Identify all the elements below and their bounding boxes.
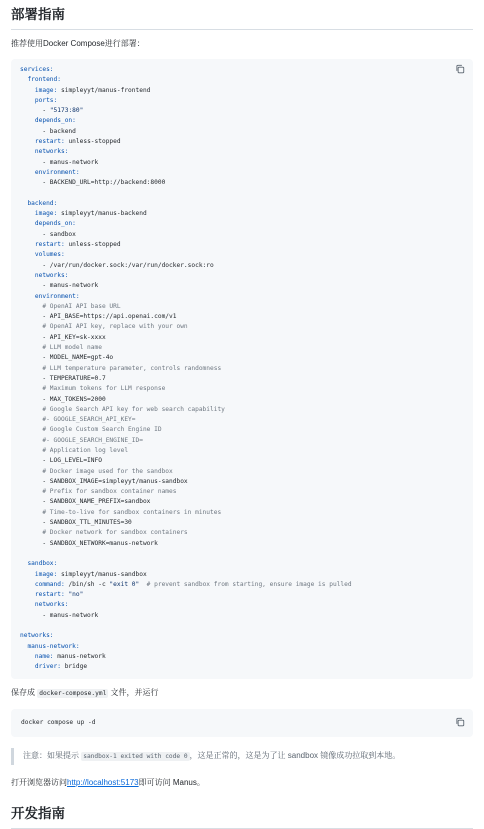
- code-line: [20, 210, 147, 217]
- code-token: simpleyyt/manus-frontend: [57, 86, 151, 94]
- code-line: [20, 591, 83, 598]
- code-token: environment:: [34, 168, 80, 176]
- code-token: - API_KEY=sk-xxxx: [42, 333, 106, 341]
- code-line: [20, 148, 68, 155]
- code-line: [20, 323, 188, 330]
- code-token: manus-network:: [27, 642, 80, 650]
- code-token: image:: [34, 86, 58, 94]
- code-token: "no": [68, 591, 84, 599]
- code-line: [20, 128, 76, 135]
- note-suffix: ，这是正常的，这是为了让 sandbox 镜像成功拉取到本地。: [189, 750, 401, 760]
- code-line: [20, 601, 68, 608]
- code-line: [20, 375, 106, 382]
- code-token: - API_BASE=https://api.openai.com/v1: [42, 313, 177, 321]
- code-line: [20, 179, 165, 186]
- code-line: [20, 385, 165, 392]
- code-token: - LOG_LEVEL=INFO: [42, 457, 102, 465]
- code-token: - manus-network: [42, 158, 99, 166]
- code-line: [20, 416, 136, 423]
- code-token: - /var/run/docker.sock:/var/run/docker.sock:ro: [42, 261, 214, 269]
- code-token: networks:: [34, 601, 69, 609]
- code-token: command:: [34, 580, 65, 588]
- code-token: #- GOOGLE_SEARCH_ENGINE_ID=: [42, 436, 143, 444]
- heading-deploy-guide: 部署指南: [11, 0, 473, 30]
- code-line: [20, 76, 61, 83]
- code-token: "exit 0": [109, 580, 140, 588]
- code-token: - SANDBOX_IMAGE=simpleyyt/manus-sandbox: [42, 477, 188, 485]
- code-token: # LLM model name: [42, 344, 102, 352]
- code-token: - MAX_TOKENS=2000: [42, 395, 106, 403]
- code-token: bridge: [60, 663, 88, 671]
- code-token: # Docker image used for the sandbox: [42, 467, 173, 475]
- code-token: # Time-to-live for sandbox containers in minutes: [42, 508, 222, 516]
- code-token: # Maximum tokens for LLM response: [42, 385, 166, 393]
- code-line: [20, 488, 176, 495]
- code-line: [20, 293, 80, 300]
- code-token: frontend:: [27, 76, 61, 84]
- code-line: [20, 87, 150, 94]
- code-line: [20, 220, 76, 227]
- save-text-prefix: 保存成: [11, 687, 38, 697]
- code-token: depends_on:: [34, 117, 76, 125]
- compose-code-block: [11, 59, 473, 679]
- code-line: [20, 509, 221, 516]
- note-prefix: 注意：如果提示: [23, 750, 82, 760]
- code-line: [20, 447, 128, 454]
- code-line: [20, 468, 173, 475]
- localhost-link[interactable]: http://localhost:5173: [67, 777, 139, 787]
- save-instruction: [11, 687, 473, 700]
- code-token: networks:: [34, 271, 69, 279]
- code-token: # LLM temperature parameter, controls randomness: [42, 364, 222, 372]
- save-text-suffix: 文件，并运行: [108, 687, 159, 697]
- code-line: [20, 334, 106, 341]
- code-token: /bin/sh -c: [64, 580, 110, 588]
- open-prefix: 打开浏览器访问: [11, 777, 67, 787]
- code-line: [20, 97, 57, 104]
- code-token: restart:: [34, 241, 65, 249]
- code-token: - manus-network: [42, 282, 99, 290]
- code-line: [20, 457, 102, 464]
- code-token: sandbox:: [27, 560, 58, 568]
- intro-text: 推荐使用Docker Compose进行部署：: [11, 39, 145, 48]
- code-token: - sandbox: [42, 230, 76, 238]
- code-line: [20, 344, 102, 351]
- code-token: restart:: [34, 138, 65, 146]
- compose-code[interactable]: [20, 65, 463, 673]
- code-token: - backend: [42, 127, 76, 135]
- code-line: [20, 231, 76, 238]
- open-suffix: 即可访问 Manus。: [138, 777, 205, 787]
- code-line: [20, 663, 87, 670]
- copy-icon[interactable]: [455, 64, 465, 74]
- code-line: [20, 571, 147, 578]
- code-token: # Google Search API key for web search capability: [42, 405, 225, 413]
- code-token: driver:: [34, 663, 61, 671]
- code-token: # Application log level: [42, 446, 129, 454]
- code-token: name:: [34, 652, 54, 660]
- code-token: restart:: [34, 591, 65, 599]
- code-token: manus-network: [53, 652, 106, 660]
- open-browser-text: [11, 777, 473, 789]
- code-token: networks:: [34, 148, 69, 156]
- code-token: - MODEL_NAME=gpt-4o: [42, 354, 114, 362]
- note-blockquote: [11, 748, 473, 765]
- code-token: unless-stopped: [64, 241, 121, 249]
- code-token: - TEMPERATURE=0.7: [42, 374, 106, 382]
- code-line: [20, 519, 132, 526]
- heading-dev-guide: 开发指南: [11, 799, 473, 829]
- code-token: # Prefix for sandbox container names: [42, 488, 177, 496]
- code-token: unless-stopped: [64, 138, 121, 146]
- code-line: [20, 396, 106, 403]
- note-code: sandbox-1 exited with code 0: [83, 752, 188, 760]
- code-line: [20, 200, 57, 207]
- code-line: [20, 282, 98, 289]
- code-token: # OpenAI API base URL: [42, 302, 121, 310]
- code-line: [20, 303, 121, 310]
- code-line: [20, 406, 225, 413]
- code-line: [20, 272, 68, 279]
- code-token: - BACKEND_URL=http://backend:8000: [42, 179, 166, 187]
- code-line: [20, 540, 158, 547]
- code-token: image:: [34, 570, 58, 578]
- code-token: #- GOOGLE_SEARCH_API_KEY=: [42, 416, 136, 424]
- code-token: image:: [34, 210, 58, 218]
- code-line: [20, 498, 150, 505]
- code-line: [20, 643, 80, 650]
- code-token: - SANDBOX_TTL_MINUTES=30: [42, 519, 132, 527]
- run-command-block: [11, 709, 473, 737]
- code-line: [20, 251, 65, 258]
- code-token: environment:: [34, 292, 80, 300]
- code-token: depends_on:: [34, 220, 76, 228]
- code-token: - SANDBOX_NAME_PREFIX=sandbox: [42, 498, 151, 506]
- code-token: # prevent sandbox from starting, ensure image is pulled: [139, 580, 352, 588]
- code-line: [20, 107, 83, 114]
- code-token: simpleyyt/manus-backend: [57, 210, 147, 218]
- code-token: - SANDBOX_NETWORK=manus-network: [42, 539, 158, 547]
- code-token: simpleyyt/manus-sandbox: [57, 570, 147, 578]
- code-line: [20, 262, 214, 269]
- code-token: services:: [20, 66, 54, 73]
- code-line: [20, 581, 352, 588]
- code-line: [20, 138, 121, 145]
- code-token: ports:: [34, 96, 58, 104]
- code-token: volumes:: [34, 251, 65, 259]
- run-command[interactable]: docker compose up -d: [21, 718, 96, 726]
- code-token: # Docker network for sandbox containers: [42, 529, 188, 537]
- code-line: [20, 365, 221, 372]
- code-line: [20, 159, 98, 166]
- code-token: - manus-network: [42, 611, 99, 619]
- code-line: [20, 241, 121, 248]
- code-line: [20, 169, 80, 176]
- code-line: [20, 426, 162, 433]
- code-line: [20, 653, 106, 660]
- code-line: [20, 354, 113, 361]
- code-line: [20, 66, 54, 73]
- code-line: [20, 612, 98, 619]
- code-token: backend:: [27, 199, 58, 207]
- code-line: [20, 560, 57, 567]
- code-line: [20, 478, 188, 485]
- code-line: [20, 529, 188, 536]
- compose-filename: docker-compose.yml: [39, 689, 107, 697]
- code-token: # Google Custom Search Engine ID: [42, 426, 162, 434]
- code-line: [20, 437, 143, 444]
- code-token: networks:: [20, 632, 54, 640]
- copy-icon[interactable]: [455, 717, 465, 727]
- code-token: # OpenAI API key, replace with your own: [42, 323, 188, 331]
- code-line: [20, 117, 76, 124]
- code-token: "5173:80": [49, 107, 84, 115]
- code-line: [20, 313, 176, 320]
- code-token: -: [42, 107, 50, 115]
- code-line: [20, 632, 54, 639]
